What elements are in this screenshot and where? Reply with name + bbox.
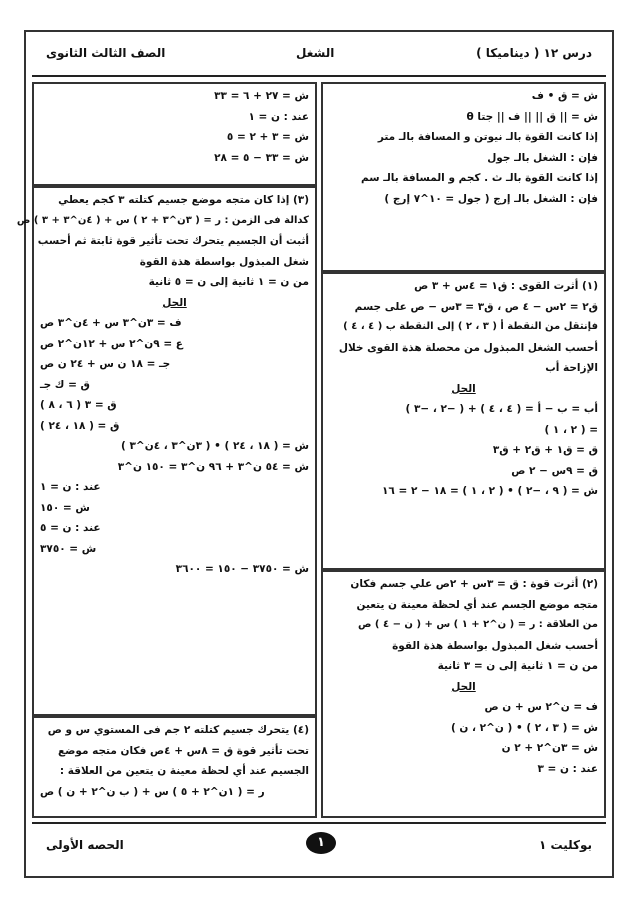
page-number: ١ (306, 832, 336, 854)
problem-1-box (321, 272, 606, 570)
problem-4-box (32, 716, 317, 818)
text-line: الإزاحة أب (545, 362, 598, 374)
right-column (321, 82, 606, 818)
text-line: ش = ٣٧٥٠ − ١٥٠ = ٣٦٠٠ (175, 563, 309, 575)
text-line: متجه موضع الجسم عند أي لحظة معينة ن يتعين (356, 598, 598, 611)
text-line: عند : ن = ٥ (40, 522, 101, 534)
text-line: ش = ق • ف (531, 90, 598, 102)
text-line: ف = ن^٢ س + ن ص (484, 701, 598, 713)
text-line: جـ = ١٨ ن س + ٢٤ ن ص (40, 358, 171, 370)
text-line: من ن = ١ ثانية إلى ن = ٥ ثانية (148, 276, 309, 288)
text-line: من ن = ١ ثانية إلى ن = ٣ ثانية (437, 660, 598, 672)
text-line: ف = ٣ن^٣ س + ٤ن^٣ ص (40, 317, 182, 329)
text-line: ق = ( ١٨ ، ٢٤ ) (40, 419, 120, 432)
text-line: عند : ن = ١ (40, 481, 101, 493)
text-line: ش = ٣ن^٢ + ٢ ن (501, 742, 598, 754)
text-line: ش = ٥٤ ن^٣ + ٩٦ ن^٣ = ١٥٠ ن^٣ (117, 460, 309, 473)
text-line: (١) أثرت القوى : ق١ = ٤س + ٣ ص (414, 280, 598, 292)
text-line: الجسيم عند أي لحظة معينة ن يتعين من العلاقة : (59, 765, 309, 777)
text-line: أثبت أن الجسيم يتحرك تحت تأثير قوة ثابتة ثم أحسب (37, 235, 309, 247)
solution-heading: الحل (451, 680, 476, 693)
text-line: ق = ٣ ( ٦ ، ٨ ) (40, 399, 117, 411)
lesson-title: درس ١٢ ( ديناميكا ) (476, 46, 592, 60)
text-line: أب = ب − أ = ( ٤ ، ٤ ) + ( −٢ ، −٣ ) (405, 403, 598, 415)
text-line: ش = || ق || || ف || جتا θ (466, 110, 598, 123)
header-divider (32, 75, 606, 77)
text-line: = ( ٢ ، ١ ) (544, 423, 598, 436)
text-line: ق٢ = ٢س − ٤ ص ، ق٣ = ٣س − ص على جسم (354, 300, 598, 313)
text-line: (٤) يتحرك جسيم كتلته ٢ جم فى المستوي س و ص (47, 724, 309, 736)
text-line: ع = ٩ن^٢ س + ١٢ن^٢ ص (40, 337, 183, 350)
text-line: ق = ٩س − ٢ ص (511, 464, 598, 477)
grade-label: الصف الثالث الثانوى (46, 46, 166, 60)
topic-title: الشغل (296, 46, 335, 60)
work-definition-box (321, 82, 606, 272)
left-column (16, 82, 317, 818)
text-line: ش = ١٥٠ (40, 501, 90, 514)
page-header (26, 32, 612, 74)
solution-heading: الحل (162, 296, 187, 309)
text-line: أحسب شغل المبذول بواسطة هذة القوة (392, 639, 598, 652)
text-line: إذا كانت القوة بالـ ث . كجم و المسافة بالـ سم (361, 172, 598, 184)
session-label: الحصه الأولى (46, 838, 124, 852)
text-line: ق = ك جـ (40, 378, 90, 391)
page-footer (26, 824, 612, 874)
text-line: شغل المبذول بواسطة هذة القوة (139, 255, 309, 268)
text-line: ق = ق١ + ق٢ + ق٣ (492, 444, 598, 456)
text-line: كدالة فى الزمن : ر = ( ٣ن^٣ + ٢ ) س + ( ٤ن^٣ + ٣ ) ص (16, 214, 309, 226)
text-line: تحت تأثير قوة ق = ٨س + ٤ص فكان متجه موضع (58, 744, 309, 757)
text-line: عند : ن = ٣ (537, 762, 598, 775)
problem-3-box (16, 186, 317, 716)
text-line: عند : ن = ١ (248, 110, 309, 123)
text-line: إذا كانت القوة بالـ نيوتن و المسافة بالـ متر (377, 131, 598, 143)
text-line: (٣) إذا كان متجه موضع جسيم كتلته ٣ كجم يعطي (58, 194, 309, 206)
text-line: ش = ٣٧٥٠ (40, 542, 97, 555)
text-line: فإنتقل من النقطة أ ( ٣ ، ٢ ) إلى النقطة ب ( ٤ ، ٤ ) (343, 321, 598, 332)
text-line: من العلاقة : ر = ( ن^٢ + ١ ) س + ( ن − ٤ ) ص (357, 619, 598, 630)
text-line: ر = ( ١ن^٢ + ٥ ) س + ( ب ن^٢ + ن ) ص (40, 785, 265, 798)
text-line: فإن : الشغل بالـ إرج ( جول = ١٠^٧ إرج ) (384, 192, 598, 205)
text-line: ش = ( ٩ ، −٢ ) • ( ٢ ، ١ ) = ١٨ − ٢ = ١٦ (382, 485, 598, 497)
text-line: (٢) أثرت قوة : ق = ٣س + ٢ص علي جسم فكان (350, 578, 598, 590)
solution-heading: الحل (451, 382, 476, 395)
text-line: ش = ٣ + ٢ = ٥ (226, 131, 309, 143)
text-line: ش = ( ٣ ، ٢ ) • ( ن^٢ ، ن ) (450, 721, 598, 734)
text-line: ش = ٣٣ − ٥ = ٢٨ (214, 151, 309, 164)
worksheet-page (16, 30, 614, 878)
text-line: ش = ٢٧ + ٦ = ٣٣ (214, 90, 309, 102)
problem-2-box (321, 570, 606, 818)
booklet-label: بوكليت ١ (538, 838, 592, 852)
problem-2-continued-box (32, 82, 317, 186)
text-line: فإن : الشغل بالـ جول (487, 151, 598, 164)
text-line: ش = ( ١٨ ، ٢٤ ) • ( ٣ن^٣ ، ٤ن^٣ ) (121, 440, 309, 452)
text-line: أحسب الشغل المبذول من محصلة هذة القوى خلال (338, 341, 598, 354)
